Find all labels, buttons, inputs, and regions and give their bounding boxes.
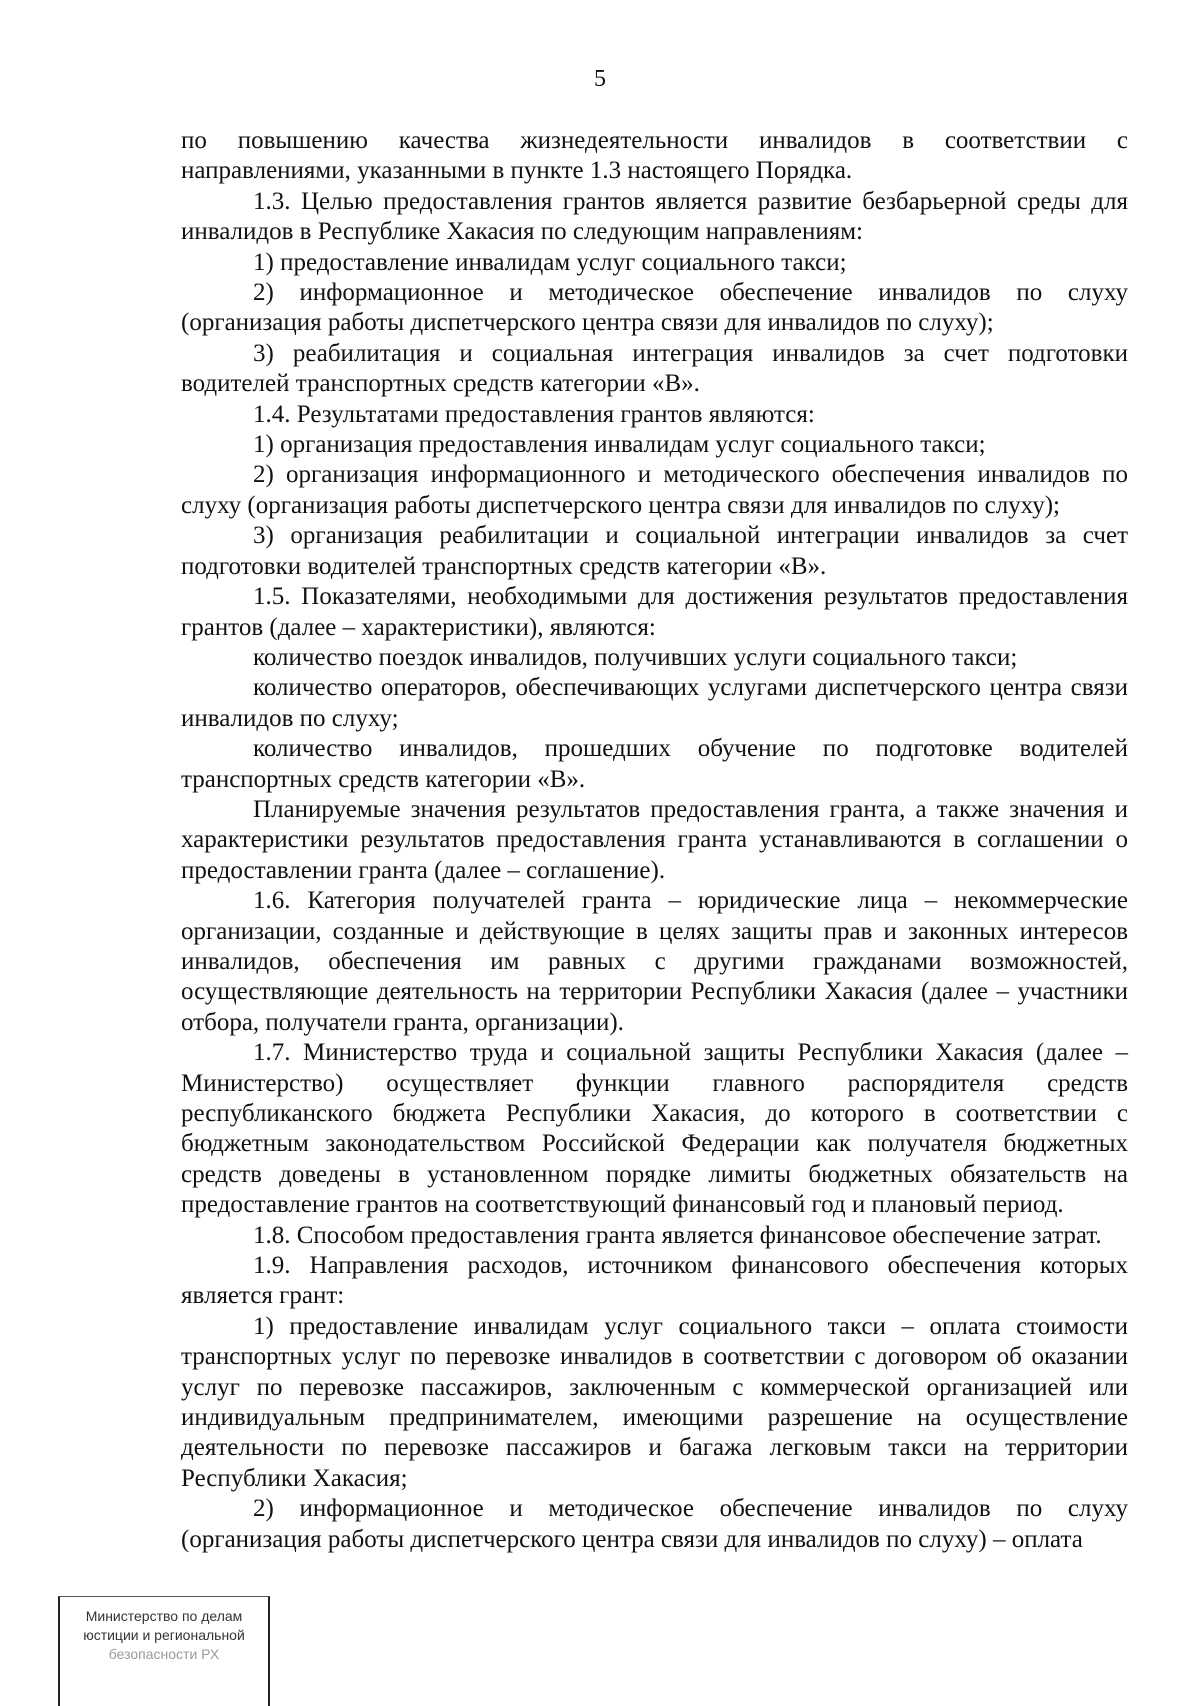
paragraph: 2) информационное и методическое обеспечение инвалидов по слуху (организация работы диспетчерского центра связи для инвалидов по слуху); xyxy=(181,279,1128,337)
paragraph: по повышению качества жизнедеятельности инвалидов в соответствии с направлениями, указанными в пункте 1.3 настоящего Порядка. xyxy=(181,127,1128,185)
document-body xyxy=(181,126,1128,1555)
stamp-line: Министерство по делам xyxy=(85,1608,243,1624)
paragraph: 1.5. Показателями, необходимыми для достижения результатов предоставления грантов (далее – характеристики), являются: xyxy=(181,583,1128,641)
paragraph: 2) организация информационного и методического обеспечения инвалидов по слуху (организация работы диспетчерского центра связи для инвалидов по слуху); xyxy=(181,461,1128,519)
paragraph: 1.9. Направления расходов, источником финансового обеспечения которых является грант: xyxy=(181,1252,1128,1310)
registration-stamp xyxy=(58,1596,270,1706)
page-number: 5 xyxy=(594,66,606,92)
paragraph: 2) информационное и методическое обеспечение инвалидов по слуху (организация работы диспетчерского центра связи для инвалидов по слуху) – оплата xyxy=(181,1495,1128,1553)
paragraph: 1) предоставление инвалидам услуг социального такси – оплата стоимости транспортных услуг по перевозке инвалидов в соответствии с договором об оказании услуг по перевозке пассажиров, заключенным с коммерческой организацией или индивидуальным предпринимателем, имеющими разрешение на осуществление деятельности по перевозке пассажиров и багажа легковым такси на территории Республики Хакасия; xyxy=(181,1312,1128,1492)
stamp-line: безопасности РХ xyxy=(108,1646,220,1662)
paragraph: 1.6. Категория получателей гранта – юридические лица – некоммерческие организации, созданные и действующие в целях защиты прав и законных интересов инвалидов, обеспечения им равных с другими гражданами возможностей, осуществляющие деятельность на территории Республики Хакасия (далее – участники отбора, получатели гранта, организации). xyxy=(181,887,1128,1036)
paragraph: количество поездок инвалидов, получивших услуги социального такси; xyxy=(253,643,1018,671)
paragraph: 1) организация предоставления инвалидам услуг социального такси; xyxy=(253,431,986,459)
paragraph: 3) реабилитация и социальная интеграция инвалидов за счет подготовки водителей транспортных средств категории «В». xyxy=(181,339,1128,398)
stamp-line: юстиции и региональной xyxy=(83,1627,245,1643)
paragraph: 1.4. Результатами предоставления грантов являются: xyxy=(253,400,815,428)
paragraph: Планируемые значения результатов предоставления гранта, а также значения и характеристики результатов предоставления гранта устанавливаются в соглашении о предоставлении гранта (далее – соглашение). xyxy=(181,795,1128,884)
paragraph: 1) предоставление инвалидам услуг социального такси; xyxy=(253,248,847,276)
paragraph: 1.8. Способом предоставления гранта является финансовое обеспечение затрат. xyxy=(253,1221,1102,1249)
paragraph: 3) организация реабилитации и социальной интеграции инвалидов за счет подготовки водителей транспортных средств категории «В». xyxy=(181,522,1128,580)
paragraph: количество операторов, обеспечивающих услугами диспетчерского центра связи инвалидов по слуху; xyxy=(181,674,1128,732)
paragraph: количество инвалидов, прошедших обучение по подготовке водителей транспортных средств категории «В». xyxy=(181,735,1128,793)
paragraph: 1.3. Целью предоставления грантов является развитие безбарьерной среды для инвалидов в Республике Хакасия по следующим направлениям: xyxy=(181,187,1128,246)
paragraph: 1.7. Министерство труда и социальной защиты Республики Хакасия (далее – Министерство) осуществляет функции главного распорядителя средств республиканского бюджета Республики Хакасия, до которого в соответствии с бюджетным законодательством Российской Федерации как получателя бюджетных средств доведены в установленном порядке лимиты бюджетных обязательств на предоставление грантов на соответствующий финансовый год и плановый период. xyxy=(181,1039,1128,1219)
